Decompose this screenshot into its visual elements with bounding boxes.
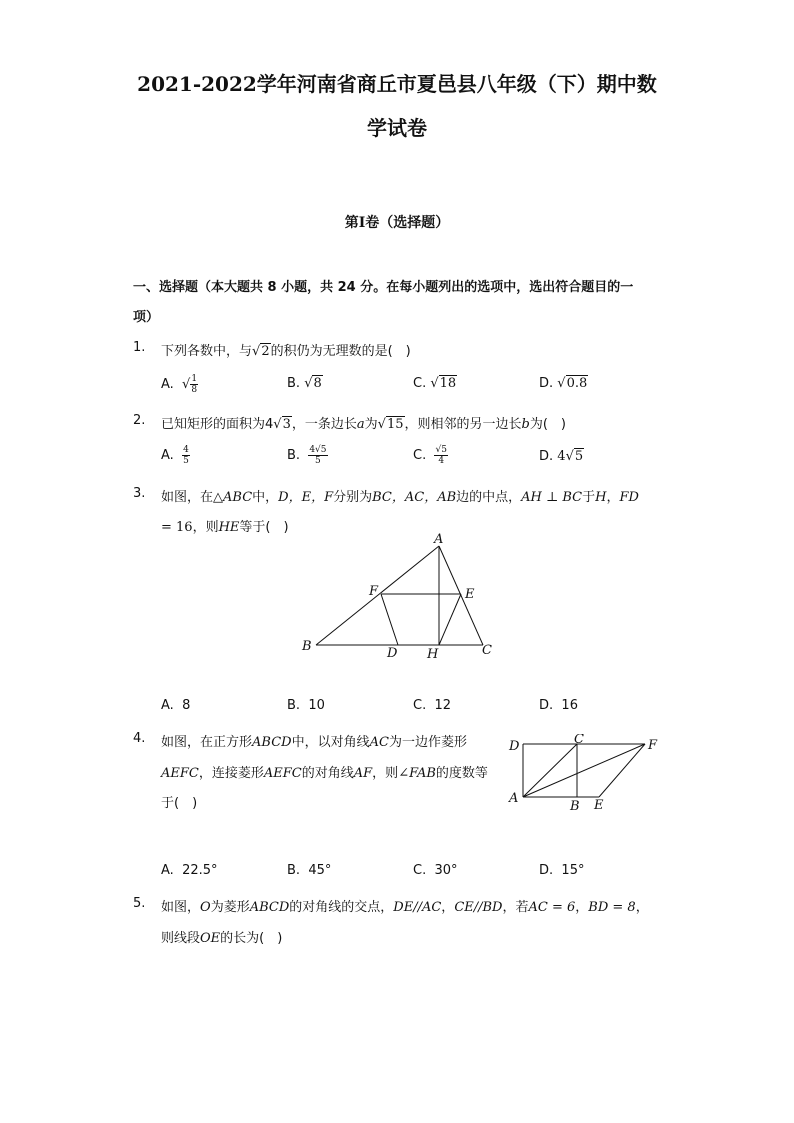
q2-option-a-frac: $\frac{4}{5}$ [183,445,189,466]
q2-var-a: a [356,417,365,432]
q4-figure [506,734,666,814]
q4-number: 4. [133,731,146,746]
option-label: C. [413,698,427,713]
option-value: 10 [308,698,325,713]
q3-math: AH ⊥ BC [521,490,583,505]
q4-text: ，连接菱形 [198,766,264,781]
q4-option-d[interactable] [539,863,584,878]
option-label: A. [161,863,174,878]
q5-text: ， [575,900,589,915]
q2-text: ，则相邻的另一边长 [404,417,522,432]
q3-text: 中， [252,490,279,505]
q5-math: O [200,900,211,915]
q4-label-b: B [570,799,580,814]
q4-option-c[interactable] [413,863,458,878]
option-label: D. [539,863,554,878]
q4-label-e: E [594,798,604,813]
q3-stem-line2 [161,516,289,535]
q4-text: 如图，在正方形 [161,735,253,750]
q5-text: ， [635,900,649,915]
q4-math: AEFC [161,766,199,781]
option-value: 15° [561,863,585,878]
q3-text: 边的中点， [456,490,522,505]
option-label: C. [413,863,427,878]
q3-math: FD [619,490,639,505]
q2-sqrt-a: 3 [282,417,291,432]
page-title-line2: 学试卷 [367,116,427,140]
q3-segment-he [439,594,461,645]
q1-sqrt: 2 [261,344,270,359]
q5-math: DE//AC [393,900,442,915]
q3-math: D，E，F [278,490,334,505]
q2-option-b[interactable] [287,445,328,466]
q3-label-d: D [387,646,398,661]
q2-option-a[interactable] [161,445,190,466]
q3-text: 分别为 [333,490,373,505]
q4-math: ∠FAB [398,766,436,781]
q3-label-f: F [369,584,379,599]
option-label: B. [287,376,301,391]
q5-math: ABCD [249,900,290,915]
option-label: A. [161,377,174,392]
q3-label-e: E [465,587,475,602]
q4-label-c: C [574,734,584,747]
q3-label-c: C [482,643,492,658]
option-label: C. [413,376,427,391]
q1-option-c[interactable]: C. √18 [413,376,457,391]
q2-text-end: 为( ) [529,417,566,432]
option-value: 12 [434,698,452,713]
option-value: 30° [434,863,458,878]
option-value: 8 [182,698,191,713]
q1-option-a[interactable]: A. √ $\frac{1}{8}$ [161,374,198,395]
q4-option-b[interactable] [287,863,331,878]
q3-text: ，则 [192,520,219,535]
q5-math: CE//BD [454,900,503,915]
q1-stem: 下列各数中，与√2的积仍为无理数的是( ) [161,344,411,359]
q3-math: H [595,490,607,505]
q2-text: 为 [364,417,378,432]
q4-text: 中，以对角线 [291,735,370,750]
option-value: 8 [313,376,322,391]
option-label: D. [539,376,554,391]
option-value: 45° [308,863,332,878]
q4-math: ABCD [252,735,292,750]
q4-option-a[interactable] [161,863,218,878]
q1-option-a-frac: $\frac{1}{8}$ [191,374,198,395]
q5-text: 如图， [161,900,201,915]
q2-option-c[interactable] [413,445,448,466]
q3-text-end: 等于( ) [239,520,289,535]
q3-text: 于 [582,490,596,505]
q3-option-d[interactable] [539,698,578,713]
q3-label-a: A [434,532,444,547]
q4-math: AEFC [263,766,302,781]
option-value: 22.5° [182,863,218,878]
q4-text: 为一边作菱形 [388,735,467,750]
q5-text: 则线段 [161,931,201,946]
q1-option-b[interactable]: B. √8 [287,376,322,391]
q3-label-h: H [427,647,439,662]
q1-text: 下列各数中，与 [161,344,253,359]
q1-text-end: 的积仍为无理数的是( ) [270,344,411,359]
q4-label-f: F [648,738,658,753]
option-label: B. [287,863,301,878]
q2-text: 已知矩形的面积为4 [161,417,274,432]
option-label: B. [287,448,301,463]
option-label: B. [287,698,301,713]
q5-stem-line1 [161,896,649,915]
page-title-line1: 2021-2022学年河南省商丘市夏邑县八年级（下）期中数 [137,72,657,96]
q4-diagonal-af [523,744,645,797]
q4-diagonal-ac [523,744,577,797]
q5-math: AC = 6 [528,900,576,915]
option-coef: 4 [557,449,566,464]
q2-option-c-frac: $\frac{√5}{4}$ [435,445,447,466]
q3-option-a[interactable] [161,698,190,713]
q5-text: ， [441,900,455,915]
q3-option-b[interactable] [287,698,325,713]
q5-math: OE [200,931,221,946]
q3-stem-line1 [161,486,639,505]
q5-text: ，若 [502,900,529,915]
q3-number: 3. [133,486,146,501]
q3-figure [296,532,506,664]
q4-stem-line3: 于( ) [161,796,198,811]
q4-text: ，则 [372,766,399,781]
q3-math: BC，AC，AB [372,490,457,505]
q3-math: HE [218,520,240,535]
option-value: 5 [574,449,584,464]
q3-option-c[interactable] [413,698,451,713]
q1-option-d[interactable]: D. √0.8 [539,376,588,391]
q5-text: 为菱形 [210,900,250,915]
q4-stem-line1 [161,731,467,750]
q2-text: ，一条边长 [291,417,357,432]
q2-option-b-frac: $\frac{4√5}{5}$ [309,445,327,466]
q5-number: 5. [133,896,146,911]
q4-label-a: A [509,791,519,806]
q3-segment-fd [381,594,398,645]
q4-label-d: D [509,739,520,754]
q3-text: ， [606,490,620,505]
option-label: D. [539,698,554,713]
q2-stem: 已知矩形的面积为4√3，一条边长a为√15，则相邻的另一边长b为( ) [161,417,566,432]
q2-option-d[interactable]: D. 4√5 [539,449,584,464]
q3-label-b: B [302,639,312,654]
option-label: C. [413,448,427,463]
option-label: D. [539,449,554,464]
instructions-line2: 项） [133,310,160,325]
option-value: 0.8 [566,376,588,391]
q3-text: 如图，在 [161,490,214,505]
q2-number: 2. [133,413,146,428]
q4-math: AC [369,735,389,750]
q5-math: BD = 8 [588,900,636,915]
q2-sqrt-b: 15 [386,417,404,432]
q5-text-end: 的长为( ) [220,931,283,946]
q2-var-b: b [521,417,530,432]
section-heading: 第I卷（选择题） [344,215,450,231]
instructions-line1: 一、选择题（本大题共 8 小题，共 24 分。在每小题列出的选项中，选出符合题目的一 [133,280,634,295]
option-label: A. [161,698,174,713]
q4-stem-line2 [161,762,488,781]
q4-side-fe [599,744,645,797]
q1-number: 1. [133,340,146,355]
q5-stem-line2 [161,927,282,946]
q4-text: 的度数等 [435,766,488,781]
q5-text: 的对角线的交点， [289,900,394,915]
option-value: 16 [561,698,578,713]
q4-math: AF [353,766,373,781]
q4-text: 的对角线 [301,766,354,781]
q3-math: = 16 [161,520,193,535]
option-value: 18 [439,376,457,391]
q3-math: △ABC [213,490,253,505]
option-label: A. [161,448,174,463]
